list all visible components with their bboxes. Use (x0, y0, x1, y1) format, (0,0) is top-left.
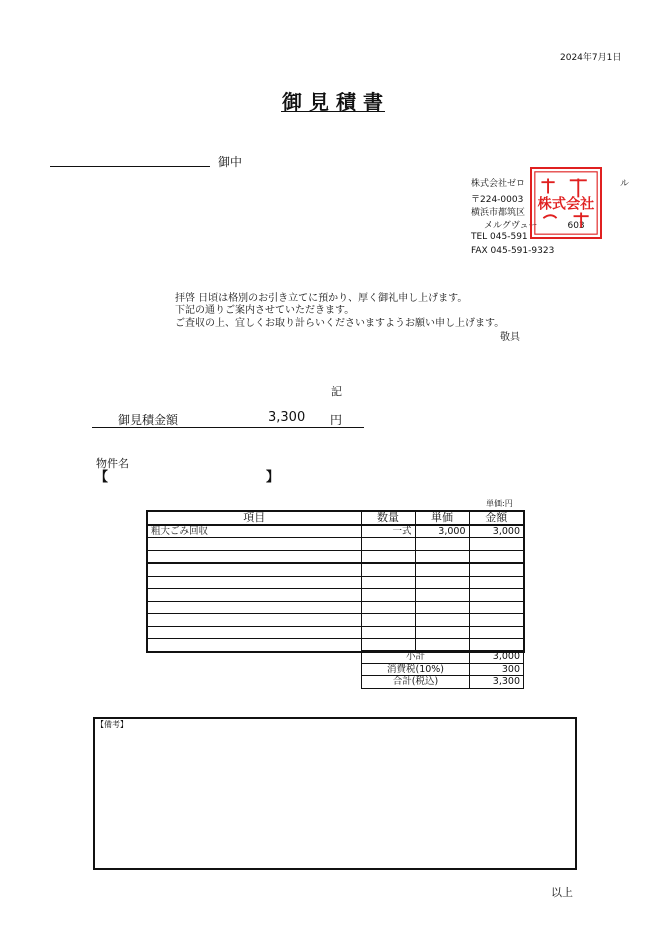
greeting-line-3: ご査収の上、宜しくお取り計らいくださいますようお願い申し上げます。 (175, 318, 505, 329)
remarks-box (93, 717, 577, 870)
summary-total-row (362, 676, 524, 689)
seal-graphic (532, 169, 600, 237)
greeting-line-1: 拝啓 日頃は格別のお引き立てに預かり、厚く御礼申し上げます。 (175, 293, 468, 304)
header-price: 単価 (415, 511, 469, 525)
project-bracket-close: 】 (266, 470, 280, 485)
subtotal-value: 3,000 (470, 651, 524, 664)
issuer-postal: 〒224-0003 (471, 195, 524, 205)
summary-subtotal-row (362, 651, 524, 664)
issuer-building-name: メルグヴュー (484, 221, 538, 231)
table-row (147, 614, 524, 627)
greeting-line-2: 下記の通りご案内させていただきます。 (175, 305, 355, 316)
seal-text: 株式会社 (537, 196, 595, 213)
document-date: 2024年7月1日 (560, 53, 622, 63)
issuer-fax: FAX 045-591-9323 (471, 246, 555, 256)
row-price: 3,000 (415, 525, 469, 538)
row-qty: 一式 (361, 525, 415, 538)
remarks-label: 【備考】 (96, 720, 128, 729)
issuer-building-trail: 603 (567, 221, 585, 231)
table-row (147, 601, 524, 614)
row-item: 粗大ごみ回収 (147, 525, 361, 538)
tax-label: 消費税(10%) (362, 663, 470, 676)
table-row (147, 576, 524, 589)
subtotal-label: 小計 (362, 651, 470, 664)
table-row (147, 563, 524, 576)
table-row (147, 626, 524, 639)
issuer-address: 横浜市都筑区 (471, 208, 526, 218)
recipient-line (50, 166, 210, 167)
unit-note: 単価:円 (486, 499, 513, 508)
header-amount: 金額 (469, 511, 524, 525)
grand-total-label: 合計(税込) (362, 676, 470, 689)
table-row (147, 589, 524, 602)
title-underline (281, 111, 385, 112)
items-table (146, 510, 525, 653)
project-label: 物件名 (96, 457, 129, 470)
summary-tax-row (362, 663, 524, 676)
header-item: 項目 (147, 511, 361, 525)
tax-value: 300 (470, 663, 524, 676)
header-qty: 数量 (361, 511, 415, 525)
table-row (147, 525, 524, 538)
total-underline (92, 427, 364, 428)
company-seal (530, 167, 602, 239)
greeting-closing: 敬具 (500, 332, 520, 343)
issuer-tel: TEL 045-591 (471, 232, 528, 242)
project-bracket-open: 【 (95, 470, 109, 485)
items-header-row (147, 511, 524, 525)
ki-mark: 記 (331, 385, 342, 398)
row-amount: 3,000 (469, 525, 524, 538)
table-row (147, 538, 524, 551)
closing-ijo: 以上 (551, 886, 573, 899)
recipient-suffix: 御中 (218, 155, 243, 169)
grand-total-value: 3,300 (470, 676, 524, 689)
issuer-company-trail: ル (620, 179, 630, 189)
summary-table (361, 650, 524, 689)
total-amount-label: 御見積金額 (118, 413, 179, 427)
table-row (147, 550, 524, 563)
total-amount-unit: 円 (330, 413, 343, 427)
total-amount-value: 3,300 (268, 410, 306, 425)
issuer-company-name: 株式会社ゼロ (471, 179, 526, 189)
document-title: 御見積書 (282, 90, 390, 114)
